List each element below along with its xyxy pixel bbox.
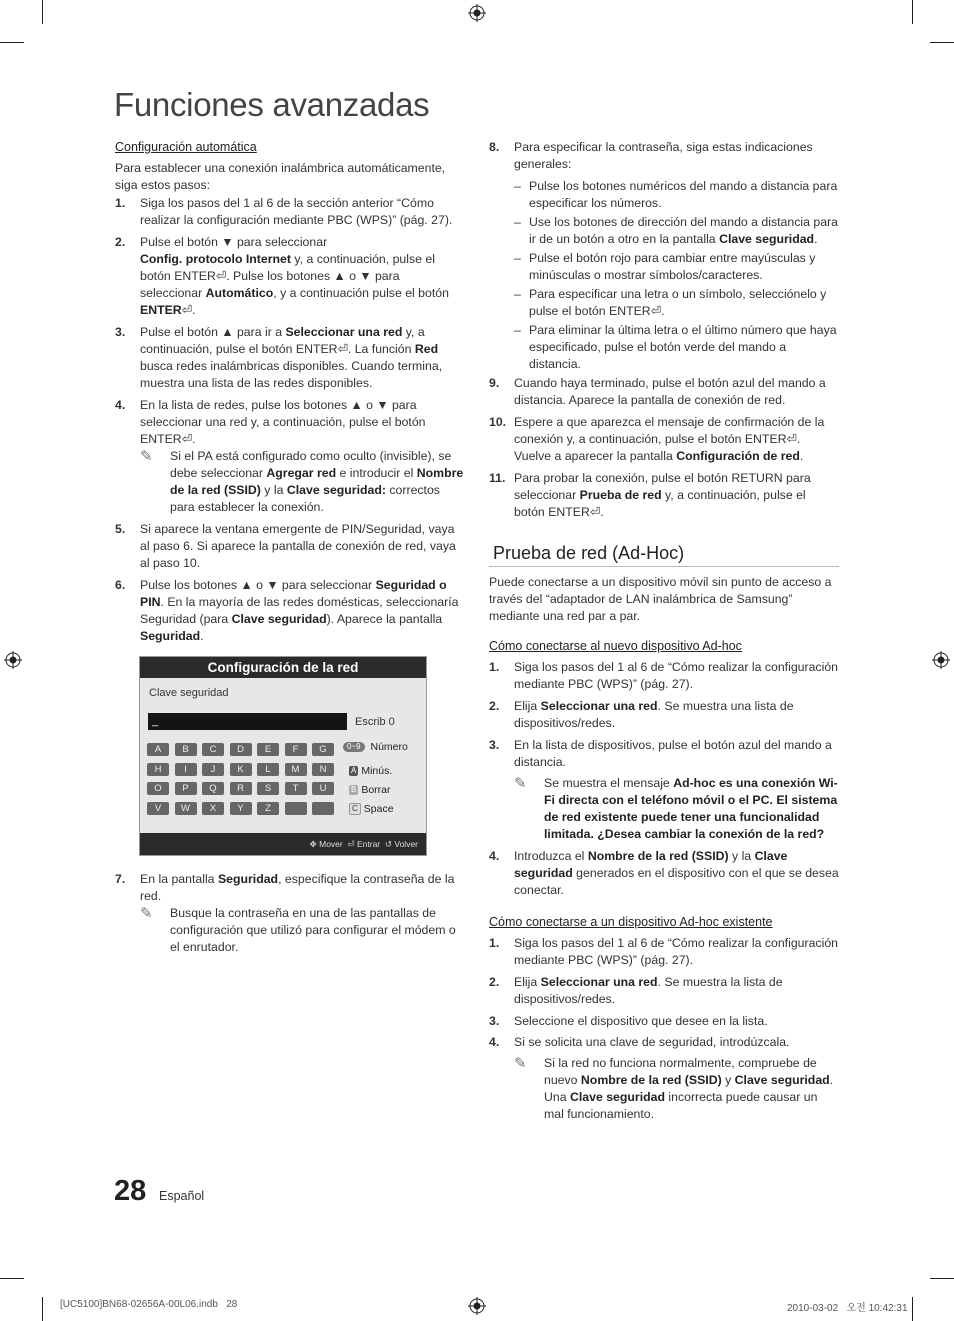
print-date: 2010-03-02 오전 10:42:31 bbox=[787, 1303, 908, 1314]
registration-mark-icon bbox=[468, 1297, 486, 1315]
note bbox=[115, 905, 465, 956]
text-run: y, a continuación, pulse el botón bbox=[140, 252, 435, 283]
list-item bbox=[489, 1034, 839, 1051]
list-item bbox=[115, 521, 465, 572]
return-icon: ↺ bbox=[384, 839, 392, 849]
text-run: Nombre de la red (SSID) bbox=[587, 849, 729, 863]
enter-icon: ⏎ bbox=[337, 342, 348, 356]
step-number: 5. bbox=[115, 522, 126, 536]
left-column-bottom bbox=[115, 871, 465, 956]
list-item bbox=[489, 974, 839, 1008]
step-text: Siga los pasos del 1 al 6 de “Cómo realizar la configuración mediante PBC (WPS)” (pág. 27). bbox=[514, 660, 838, 691]
keyboard-key[interactable]: B bbox=[175, 743, 197, 756]
note bbox=[489, 1055, 839, 1123]
keyboard-key[interactable]: X bbox=[202, 802, 224, 815]
keyboard-key[interactable]: K bbox=[230, 763, 252, 776]
list-item: 6. Pulse los botones ▲ o ▼ para seleccionar Seguridad o PIN. En la mayoría de las redes domésticas, seleccionaría Seguridad (para Clave seguridad). Aparece la pantalla Seguridad. bbox=[115, 578, 459, 643]
text-run: ENTER bbox=[140, 432, 182, 446]
note-text: Busque la contraseña en una de las pantallas de configuración que utilizó para configurar el módem o el enrutador. bbox=[170, 906, 456, 954]
keyboard-key[interactable]: E bbox=[257, 743, 279, 756]
note bbox=[115, 448, 465, 516]
text-run: Pulse los botones numéricos del mando a distancia para especificar los números. bbox=[529, 179, 838, 210]
text-run: Si la red no funciona normalmente, compruebe de nuevo bbox=[544, 1056, 817, 1087]
step-number: 1. bbox=[115, 196, 126, 210]
bullet-item bbox=[489, 250, 839, 284]
text-run: Seleccionar una red bbox=[285, 325, 403, 339]
keyboard-key[interactable]: I bbox=[175, 763, 197, 776]
step-number: 4. bbox=[489, 849, 500, 863]
option-label: Borrar bbox=[361, 784, 391, 796]
text-run: y, a continuación, pulse el botón bbox=[140, 325, 425, 356]
keyboard-key[interactable]: R bbox=[230, 782, 252, 795]
note-pencil-icon: ✎ bbox=[514, 1055, 527, 1072]
page-title: Funciones avanzadas bbox=[114, 86, 430, 123]
list-item bbox=[489, 848, 839, 899]
footer-move: Mover bbox=[319, 839, 343, 849]
section-heading: Cómo conectarse a un dispositivo Ad-hoc existente bbox=[489, 915, 773, 929]
text-run: . Se muestra la lista de dispositivos/redes. bbox=[514, 975, 783, 1006]
keyboard-key[interactable]: L bbox=[257, 763, 279, 776]
text-run: busca redes inalámbricas disponibles. Cuando termina, muestra una lista de las redes disponibles. bbox=[140, 359, 443, 390]
security-key-label: Clave seguridad bbox=[149, 687, 229, 699]
left-column bbox=[115, 139, 465, 645]
section-divider bbox=[489, 566, 839, 567]
text-run: y, a continuación, pulse el botón bbox=[514, 488, 806, 519]
text-run: incorrecta puede causar un mal funcionamiento. bbox=[544, 1090, 818, 1121]
option-number[interactable] bbox=[343, 741, 408, 753]
text-run: Clave seguridad bbox=[231, 612, 327, 626]
enter-icon: ⏎ bbox=[589, 505, 601, 519]
step-text: Cuando haya terminado, pulse el botón azul del mando a distancia. Aparece la pantalla de conexión de red. bbox=[514, 376, 826, 407]
step-number: 2. bbox=[489, 975, 500, 989]
keyboard-key[interactable]: V bbox=[147, 802, 169, 815]
screen-header: Configuración de la red bbox=[140, 657, 426, 678]
enter-icon: ⏎ bbox=[650, 304, 661, 318]
dash-bullet: – bbox=[514, 251, 521, 265]
number-badge: 0~9 bbox=[343, 742, 365, 752]
list-item: 10. Espere a que aparezca el mensaje de confirmación de la conexión y, a continuación, pulse el botón ENTER⏎. Vuelve a aparecer la pantalla Configuración de red. bbox=[489, 415, 825, 463]
keyboard-key[interactable]: C bbox=[202, 743, 224, 756]
adhoc-section bbox=[489, 574, 839, 1123]
text-run: Seguridad o PIN bbox=[140, 578, 447, 609]
step-text: Siga los pasos del 1 al 6 de “Cómo realizar la configuración mediante PBC (WPS)” (pág. 27). bbox=[514, 936, 838, 967]
file-info: [UC5100]BN68-02656A-00L06.indb 28 bbox=[60, 1299, 238, 1310]
text-run: Ad-hoc es una conexión Wi-Fi directa con el teléfono móvil o el PC. El sistema de red existente puede tener una funcionalidad limitada. ¿Desea cambiar la conexión de la red? bbox=[544, 776, 838, 841]
security-key-input[interactable]: _ bbox=[148, 713, 347, 730]
text-run: Si el PA está configurado como oculto (invisible), se debe seleccionar bbox=[170, 449, 452, 480]
char-count: Escrib 0 bbox=[355, 716, 395, 728]
section-heading: Cómo conectarse al nuevo dispositivo Ad-hoc bbox=[489, 639, 742, 653]
text-run: Nombre de la red (SSID) bbox=[170, 466, 464, 497]
step-number: 4. bbox=[115, 398, 126, 412]
text-run: ENTER bbox=[744, 432, 787, 446]
step-text: Si aparece la ventana emergente de PIN/Seguridad, vaya al paso 6. Si aparece la pantalla de conexión de red, vaya al paso 10. bbox=[140, 522, 456, 570]
screen-footer bbox=[140, 833, 426, 855]
right-column bbox=[489, 139, 839, 521]
keyboard-key[interactable]: F bbox=[285, 743, 307, 756]
note bbox=[489, 775, 839, 843]
text-run: Clave seguridad bbox=[569, 1090, 665, 1104]
option-delete[interactable] bbox=[349, 784, 391, 796]
crop-mark bbox=[912, 1297, 913, 1321]
registration-mark-icon bbox=[468, 4, 486, 22]
text-run: Agregar red bbox=[266, 466, 337, 480]
text-run: Red bbox=[414, 342, 439, 356]
text-run: Seleccionar una red bbox=[540, 699, 658, 713]
text-run: . La función bbox=[347, 342, 415, 356]
red-button-badge: A bbox=[351, 766, 357, 776]
text-run: Clave seguridad bbox=[734, 1073, 830, 1087]
text-run: . Vuelve a aparecer la pantalla bbox=[514, 432, 801, 463]
dash-bullet: – bbox=[514, 179, 521, 193]
keyboard-key[interactable]: J bbox=[202, 763, 224, 776]
text-run: Seguridad bbox=[140, 629, 201, 643]
text-run: ). Aparece la pantalla bbox=[326, 612, 443, 626]
crop-mark bbox=[930, 1278, 954, 1279]
note-pencil-icon: ✎ bbox=[140, 905, 153, 922]
text-run: ENTER bbox=[295, 342, 338, 356]
text-run: Clave seguridad bbox=[719, 232, 815, 246]
section-heading: Configuración automática bbox=[115, 140, 257, 154]
list-item bbox=[489, 737, 839, 771]
text-run: Nombre de la red (SSID) bbox=[580, 1073, 722, 1087]
registration-mark-icon bbox=[932, 651, 950, 669]
text-run: ENTER bbox=[140, 303, 182, 317]
enter-icon: ⏎ bbox=[181, 303, 192, 317]
text-run: Elija bbox=[514, 699, 541, 713]
text-run: ENTER bbox=[174, 269, 216, 283]
text-run: Use los botones de dirección del mando a distancia para ir de un botón a otro en la pantalla bbox=[529, 215, 838, 246]
text-run: y bbox=[721, 1073, 735, 1087]
text-run: Introduzca el bbox=[514, 849, 588, 863]
dash-bullet: – bbox=[514, 215, 521, 229]
text-run: y la bbox=[728, 849, 755, 863]
keyboard-key[interactable]: A bbox=[147, 743, 169, 756]
text-run: Pulse el botón ▲ para ir a bbox=[140, 325, 286, 339]
text-run: Pulse el botón ▼ para seleccionar bbox=[140, 235, 328, 249]
text-run: Seguridad bbox=[217, 872, 279, 886]
option-label: Minús. bbox=[361, 765, 393, 777]
text-run: . Se muestra una lista de dispositivos/redes. bbox=[514, 699, 794, 730]
keyboard-key[interactable]: T bbox=[285, 782, 307, 795]
enter-icon: ⏎ bbox=[347, 839, 355, 849]
step-text: Si se solicita una clave de seguridad, introdúzcala. bbox=[514, 1035, 790, 1049]
text-run: RETURN bbox=[731, 471, 783, 485]
list-item bbox=[115, 195, 465, 229]
paragraph: Puede conectarse a un dispositivo móvil sin punto de acceso a través del “adaptador de LAN inalámbrica de Samsung” mediante una red par a par. bbox=[489, 575, 832, 623]
list-item bbox=[489, 698, 839, 732]
paragraph: Para establecer una conexión inalámbrica automáticamente, siga estos pasos: bbox=[115, 161, 446, 192]
text-run: Para eliminar la última letra o el último número que haya especificado, pulse el botón verde del mando a distancia. bbox=[529, 323, 837, 371]
page-number: 28 bbox=[114, 1175, 147, 1207]
text-run: Configuración de red bbox=[676, 449, 800, 463]
enter-icon: ⏎ bbox=[786, 432, 797, 446]
list-item bbox=[489, 375, 839, 409]
page-language: Español bbox=[159, 1189, 205, 1203]
step-number: 10. bbox=[489, 415, 507, 429]
text-run: Clave seguridad bbox=[514, 849, 788, 880]
keyboard-key[interactable]: U bbox=[312, 782, 334, 795]
step-number: 2. bbox=[489, 699, 500, 713]
keyboard-key[interactable]: Z bbox=[257, 802, 279, 815]
text-run: . Una bbox=[544, 1073, 834, 1104]
crop-mark bbox=[0, 42, 24, 43]
step-number: 3. bbox=[489, 1014, 500, 1028]
step-number: 1. bbox=[489, 660, 500, 674]
keyboard-key[interactable]: S bbox=[257, 782, 279, 795]
text-run: Se muestra el mensaje bbox=[544, 776, 674, 790]
text-run: correctos para establecer la conexión. bbox=[170, 483, 440, 514]
step-number: 3. bbox=[489, 738, 500, 752]
crop-mark bbox=[912, 0, 913, 24]
list-item bbox=[489, 139, 839, 173]
text-run: ENTER bbox=[548, 505, 590, 519]
step-number: 9. bbox=[489, 376, 500, 390]
crop-mark bbox=[42, 1297, 43, 1321]
crop-mark bbox=[930, 42, 954, 43]
keyboard-key[interactable]: H bbox=[147, 763, 169, 776]
move-icon: ✥ bbox=[309, 839, 317, 849]
step-number: 4. bbox=[489, 1035, 500, 1049]
step-text: En la lista de dispositivos, pulse el botón azul del mando a distancia. bbox=[514, 738, 832, 769]
registration-mark-icon bbox=[4, 651, 22, 669]
step-text: Siga los pasos del 1 al 6 de la sección anterior “Cómo realizar la configuración mediante PBC (WPS)” (pág. 27). bbox=[140, 196, 453, 227]
green-button-badge: B bbox=[351, 785, 357, 795]
text-run: En la lista de redes, pulse los botones ▲ o ▼ para seleccionar una red y, a continuación, pulse el botón bbox=[140, 398, 426, 429]
text-run: Elija bbox=[514, 975, 541, 989]
keyboard-key[interactable]: N bbox=[312, 763, 334, 776]
text-run: Prueba de red bbox=[579, 488, 662, 502]
option-minus[interactable] bbox=[349, 765, 392, 777]
crop-mark bbox=[0, 1278, 24, 1279]
list-item bbox=[489, 659, 839, 693]
keyboard-key[interactable]: Q bbox=[202, 782, 224, 795]
step-number: 8. bbox=[489, 140, 500, 154]
text-run: . Pulse los botones ▲ o ▼ para seleccionar bbox=[140, 269, 400, 300]
crop-mark bbox=[42, 0, 43, 24]
text-run: Config. protocolo Internet bbox=[140, 252, 291, 266]
text-run: Para probar la conexión, pulse el botón bbox=[514, 471, 732, 485]
list-item: 4. En la lista de redes, pulse los botones ▲ o ▼ para seleccionar una red y, a continuación, pulse el botón ENTER⏎. bbox=[115, 398, 426, 446]
text-run: Seleccionar una red bbox=[540, 975, 658, 989]
step-text: Para especificar la contraseña, siga estas indicaciones generales: bbox=[514, 140, 813, 171]
text-run: e introducir el bbox=[336, 466, 417, 480]
list-item bbox=[115, 324, 465, 392]
keyboard-key[interactable]: P bbox=[175, 782, 197, 795]
option-label: Número bbox=[370, 741, 408, 753]
enter-icon: ⏎ bbox=[215, 269, 227, 283]
text-run: ENTER bbox=[609, 304, 651, 318]
option-label: Space bbox=[363, 803, 394, 815]
bullet-item bbox=[489, 322, 839, 373]
text-run: En la pantalla bbox=[140, 872, 218, 886]
footer-enter: Entrar bbox=[356, 839, 381, 849]
note-pencil-icon: ✎ bbox=[514, 775, 527, 792]
section-title: Prueba de red (Ad-Hoc) bbox=[493, 543, 685, 563]
keyboard-key[interactable] bbox=[312, 802, 334, 815]
keyboard-key[interactable]: W bbox=[175, 802, 197, 815]
bullet-item bbox=[489, 178, 839, 212]
text-run: Para especificar una letra o un símbolo, selecciónelo y pulse el botón bbox=[529, 287, 827, 318]
keyboard-key[interactable]: G bbox=[312, 743, 334, 756]
footer-back: Volver bbox=[394, 839, 418, 849]
keyboard-key[interactable] bbox=[285, 802, 307, 815]
note-pencil-icon: ✎ bbox=[140, 448, 153, 465]
step-text: Seleccione el dispositivo que desee en la lista. bbox=[514, 1014, 768, 1028]
text-run: Espere a que aparezca el mensaje de confirmación de la conexión y, a continuación, pulse el botón bbox=[514, 415, 825, 446]
list-item: 11. Para probar la conexión, pulse el botón RETURN para seleccionar Prueba de red y, a continuación, pulse el botón ENTER⏎. bbox=[489, 471, 811, 519]
list-item bbox=[489, 935, 839, 969]
text-run: . En la mayoría de las redes domésticas, seleccionaría Seguridad (para bbox=[140, 595, 459, 626]
keyboard-key[interactable]: M bbox=[285, 763, 307, 776]
enter-icon: ⏎ bbox=[181, 432, 192, 446]
keyboard-key[interactable]: D bbox=[230, 743, 252, 756]
network-settings-screen bbox=[139, 656, 427, 856]
text-run: , especifique la contraseña de la red. bbox=[140, 872, 455, 903]
text-run: Pulse los botones ▲ o ▼ para seleccionar bbox=[140, 578, 376, 592]
step-number: 1. bbox=[489, 936, 500, 950]
bullet-item: – Para especificar una letra o un símbolo, selecciónelo y pulse el botón ENTER⏎. bbox=[514, 287, 827, 318]
dash-bullet: – bbox=[514, 323, 521, 337]
list-item: 2. Pulse el botón ▼ para seleccionar Config. protocolo Internet y, a continuación, pulse el botón ENTER⏎. Pulse los botones ▲ o ▼ para seleccionar Automático, y a continuación pulse el botón ENTER⏎. bbox=[115, 235, 449, 317]
option-space[interactable] bbox=[349, 803, 394, 815]
text-run: Pulse el botón rojo para cambiar entre mayúsculas y minúsculas o mostrar símbolos/caracteres. bbox=[529, 251, 816, 282]
bullet-item: – Use los botones de dirección del mando a distancia para ir de un botón a otro en la pantalla Clave seguridad. bbox=[514, 215, 838, 246]
text-run: Clave seguridad: bbox=[286, 483, 386, 497]
dash-bullet: – bbox=[514, 287, 521, 301]
step-number: 11. bbox=[489, 471, 506, 485]
step-number: 7. bbox=[115, 872, 126, 886]
yellow-button-badge: C bbox=[349, 803, 361, 815]
keyboard-key[interactable]: O bbox=[147, 782, 169, 795]
step-number: 6. bbox=[115, 578, 126, 592]
text-run: generados en el dispositivo con el que se desea conectar. bbox=[514, 866, 839, 897]
step-number: 2. bbox=[115, 235, 126, 249]
list-item bbox=[489, 1013, 839, 1030]
text-run: para seleccionar bbox=[514, 471, 811, 502]
text-run: , y a continuación pulse el botón bbox=[273, 286, 449, 300]
text-run: Automático bbox=[205, 286, 274, 300]
list-item bbox=[115, 871, 465, 905]
text-run: y la bbox=[260, 483, 287, 497]
keyboard-key[interactable]: Y bbox=[230, 802, 252, 815]
step-number: 3. bbox=[115, 325, 126, 339]
